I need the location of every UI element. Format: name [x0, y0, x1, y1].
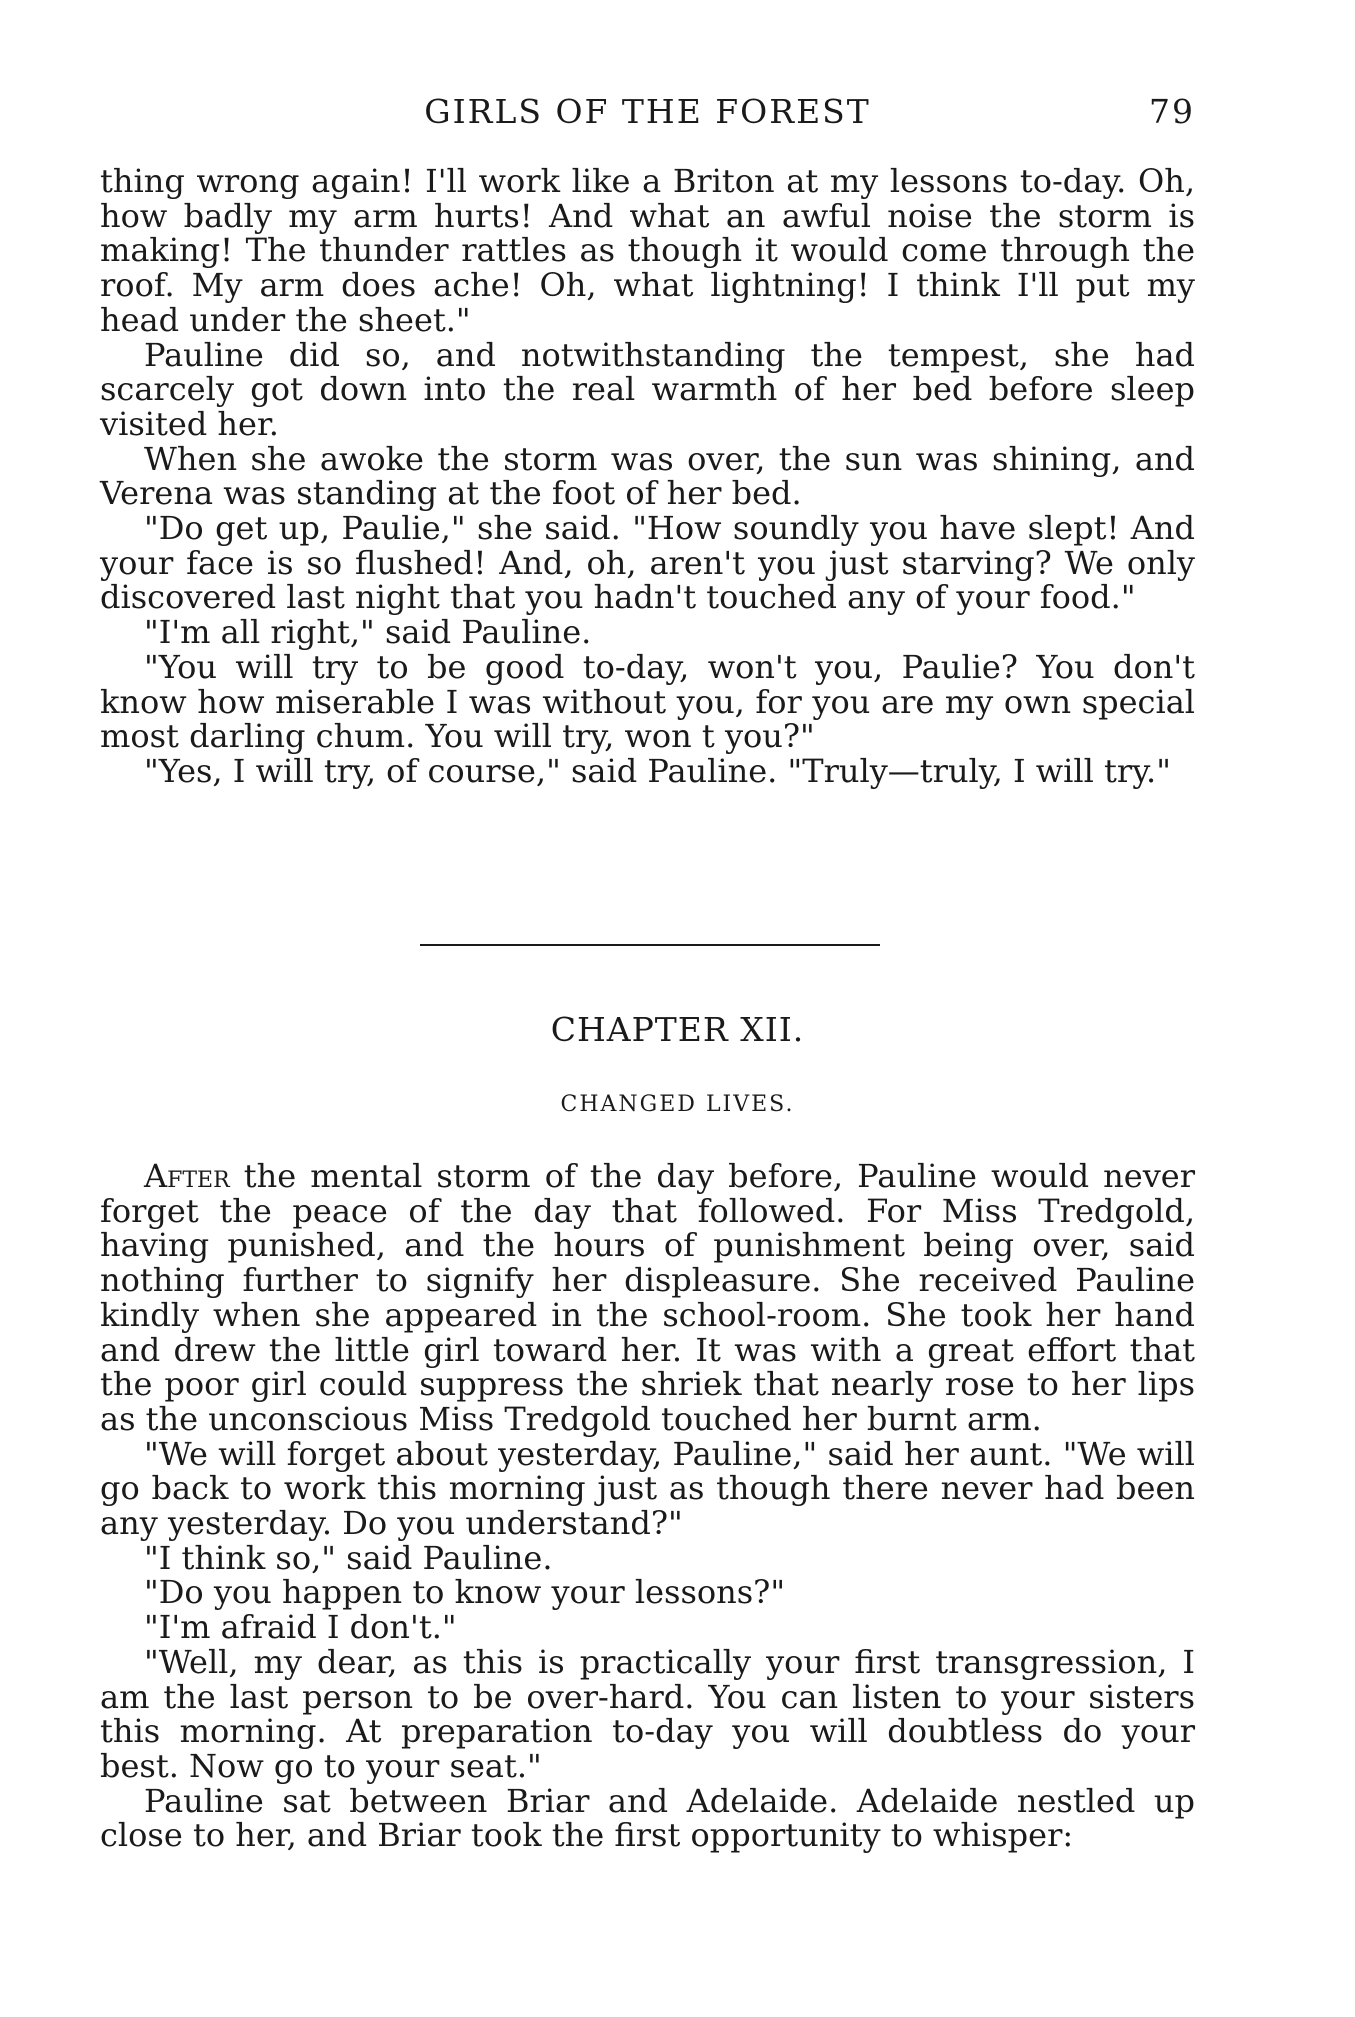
paragraph: "Do you happen to know your lessons?": [144, 1573, 786, 1612]
paragraph: "I'm all right," said Pauline.: [144, 613, 592, 652]
paragraph: "You will try to be good to-day, won't you, Paulie? You don't know how miserable I was without you, for you are my own special most darling chum. You will try, won t you?": [100, 647, 1195, 756]
running-head: [100, 92, 1195, 136]
paragraph: Pauline sat between Briar and Adelaide. Adelaide nestled up close to her, and Briar took the first opportunity to whisper:: [100, 1781, 1195, 1855]
chapter-title: CHAPTER XII.: [550, 1010, 805, 1049]
running-title: GIRLS OF THE FOREST: [424, 92, 871, 131]
paragraph: Pauline did so, and notwithstanding the tempest, she had scarcely got down into the real warmth of her bed before sleep visited her.: [100, 335, 1195, 443]
drop-word: After: [144, 1157, 230, 1195]
chapter-divider-rule: [420, 944, 880, 946]
paragraph: "I'm afraid I don't.": [144, 1608, 457, 1647]
chapter-opening-paragraph: [100, 1159, 1195, 1437]
paragraph: thing wrong again! I'll work like a Briton at my lessons to-day. Oh, how badly my arm hurts! And what an awful noise the storm is making! The thunder rattles as though it would come through the roof. My arm does ache! Oh, what lightning! I think I'll put my head under the sheet.": [100, 162, 1195, 339]
paragraph: "Well, my dear, as this is practically your first transgression, I am the last person to be over-hard. You can listen to your sisters this morning. At preparation to-day you will doubtless do your best. Now go to your seat.": [100, 1642, 1195, 1785]
paragraph: "Do get up, Paulie," she said. "How soundly you have slept! And your face is so flushed! And, oh, aren't you just starving? We only discovered last night that you hadn't touched any of your food.": [100, 509, 1195, 617]
opening-text: the mental storm of the day before, Pauline would never forget the peace of the day that followed. For Miss Tredgold, having punished, and the hours of punishment being over, said nothing further to signify her displeasure. She received Pauline kindly when she appeared in the school-room. She took her hand and drew the little girl toward her. It was with a great effort that the poor girl could suppress the shriek that nearly rose to her lips as the unconscious Miss Tredgold touched her burnt arm.: [100, 1157, 1195, 1438]
paragraph: "Yes, I will try, of course," said Pauline. "Truly—truly, I will try.": [144, 751, 1171, 790]
paragraph: When she awoke the storm was over, the sun was shining, and Verena was standing at the foot of her bed.: [100, 439, 1195, 513]
paragraph: "We will forget about yesterday, Pauline," said her aunt. "We will go back to work this morning just as though there never had been any yesterday. Do you understand?": [100, 1434, 1195, 1543]
paragraph: "I think so," said Pauline.: [144, 1538, 553, 1577]
text-block-chapter: [100, 1159, 1195, 1853]
text-block-before-chapter: [100, 164, 1195, 789]
page-number: 79: [1149, 92, 1195, 131]
chapter-subtitle: CHANGED LIVES.: [560, 1092, 795, 1117]
